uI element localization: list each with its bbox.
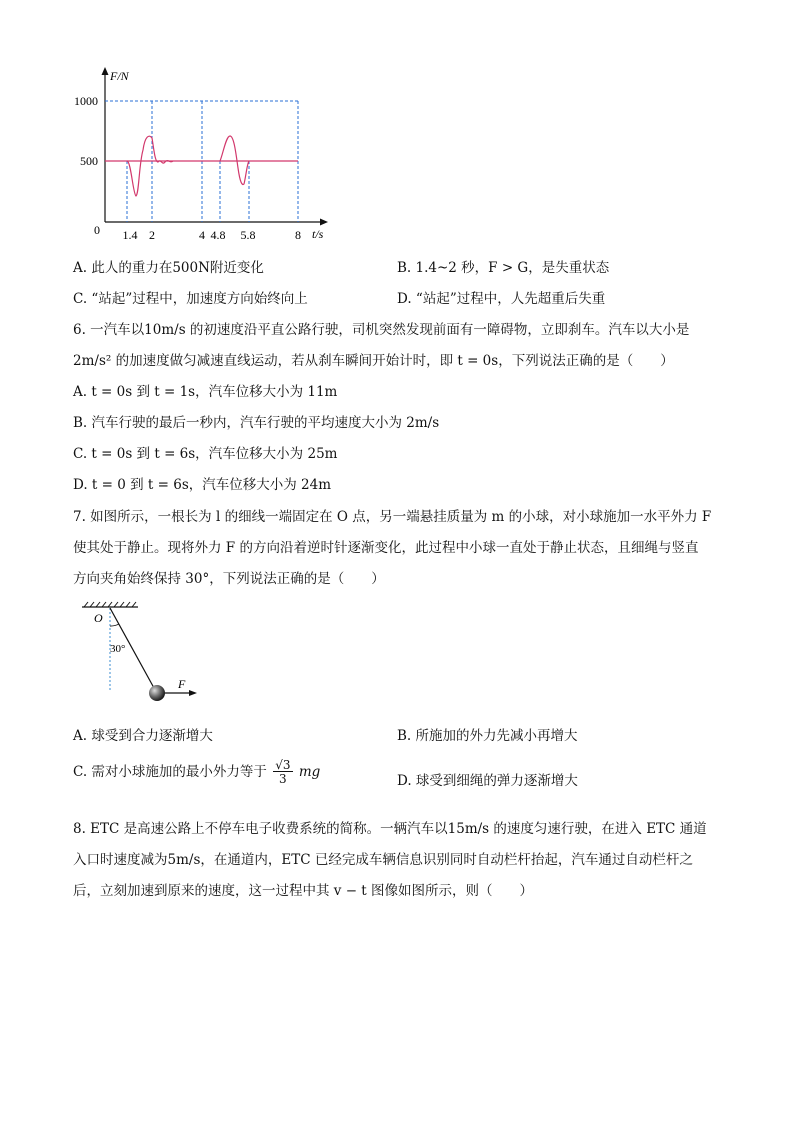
x-axis-arrow bbox=[320, 219, 328, 226]
force-label: F bbox=[178, 677, 186, 691]
q7-option-c-suffix: mg bbox=[298, 764, 321, 780]
q8-stem-line2: 入口时速度减为5m/s，在通道内，ETC 已经完成车辆信息识别同时自动栏杆抬起，汽车通过自动栏杆之 bbox=[73, 852, 693, 868]
q7-option-b: B. 所施加的外力先减小再增大 bbox=[397, 728, 578, 744]
angle-arc bbox=[110, 624, 119, 626]
point-o-label: O bbox=[94, 611, 103, 625]
x-axis-label: t/s bbox=[312, 227, 324, 241]
force-curve-sitting-down bbox=[127, 136, 173, 196]
x-tick-4.8: 4.8 bbox=[210, 228, 226, 242]
q5-option-d: D. “站起”过程中，人先超重后失重 bbox=[397, 291, 606, 307]
q7-option-c-numerator: √3 bbox=[275, 758, 291, 772]
q7-stem-line1: 7. 如图所示，一根长为 l 的细线一端固定在 O 点，另一端悬挂质量为 m 的小球，对小球施加一水平外力 F bbox=[73, 509, 712, 525]
origin-label: 0 bbox=[94, 223, 100, 237]
ceiling-hatching bbox=[84, 602, 136, 607]
force-arrowhead bbox=[189, 690, 197, 696]
x-tick-1.4: 1.4 bbox=[122, 228, 138, 242]
x-tick-2: 2 bbox=[149, 228, 155, 242]
q5-option-a: A. 此人的重力在500N附近变化 bbox=[73, 260, 264, 276]
q7-option-c-fraction bbox=[273, 759, 292, 785]
y-tick-1000: 1000 bbox=[74, 94, 98, 108]
q7-option-c-denominator: 3 bbox=[279, 772, 287, 786]
q6-stem-line1: 6. 一汽车以10m/s 的初速度沿平直公路行驶，司机突然发现前面有一障碍物，立即刹车。汽车以大小是 bbox=[73, 322, 690, 338]
q6-option-b: B. 汽车行驶的最后一秒内，汽车行驶的平均速度大小为 2m/s bbox=[73, 415, 440, 431]
q7-stem-line3: 方向夹角始终保持 30°，下列说法正确的是（ ） bbox=[73, 571, 385, 587]
angle-label: 30° bbox=[110, 643, 126, 655]
y-axis-arrow bbox=[102, 67, 109, 75]
x-tick-4: 4 bbox=[199, 228, 205, 242]
q8-stem-line1: 8. ETC 是高速公路上不停车电子收费系统的简称。一辆汽车以15m/s 的速度匀速行驶，在进入 ETC 通道 bbox=[73, 821, 707, 837]
x-tick-5.8: 5.8 bbox=[240, 228, 256, 242]
q6-option-d: D. t = 0 到 t = 6s，汽车位移大小为 24m bbox=[73, 477, 332, 493]
y-tick-500: 500 bbox=[80, 154, 98, 168]
q7-stem-line2: 使其处于静止。现将外力 F 的方向沿着逆时针逐渐变化，此过程中小球一直处于静止状态，且细绳与竖直 bbox=[73, 540, 699, 556]
q6-stem-line2: 2m/s² 的加速度做匀减速直线运动，若从刹车瞬间开始计时，即 t = 0s，下列说法正确的是（ ） bbox=[73, 353, 674, 369]
pendulum-figure bbox=[78, 600, 208, 708]
x-tick-8: 8 bbox=[295, 228, 301, 242]
q5-option-b: B. 1.4~2 秒，F > G，是失重状态 bbox=[397, 260, 610, 276]
q5-option-c: C. “站起”过程中，加速度方向始终向上 bbox=[73, 291, 308, 307]
q7-option-d: D. 球受到细绳的弹力逐渐增大 bbox=[397, 773, 578, 789]
q7-option-c-prefix: C. 需对小球施加的最小外力等于 bbox=[73, 764, 267, 780]
q6-option-a: A. t = 0s 到 t = 1s，汽车位移大小为 11m bbox=[73, 384, 338, 400]
q8-stem-line3: 后，立刻加速到原来的速度，这一过程中其 v − t 图像如图所示，则（ ） bbox=[73, 883, 534, 899]
y-axis-label: F/N bbox=[110, 69, 129, 83]
force-time-graph bbox=[60, 64, 340, 244]
q7-option-a: A. 球受到合力逐渐增大 bbox=[73, 728, 213, 744]
force-curve-standing-up bbox=[220, 136, 249, 184]
ball bbox=[149, 685, 165, 701]
q6-option-c: C. t = 0s 到 t = 6s，汽车位移大小为 25m bbox=[73, 446, 338, 462]
q7-option-c bbox=[73, 759, 320, 785]
